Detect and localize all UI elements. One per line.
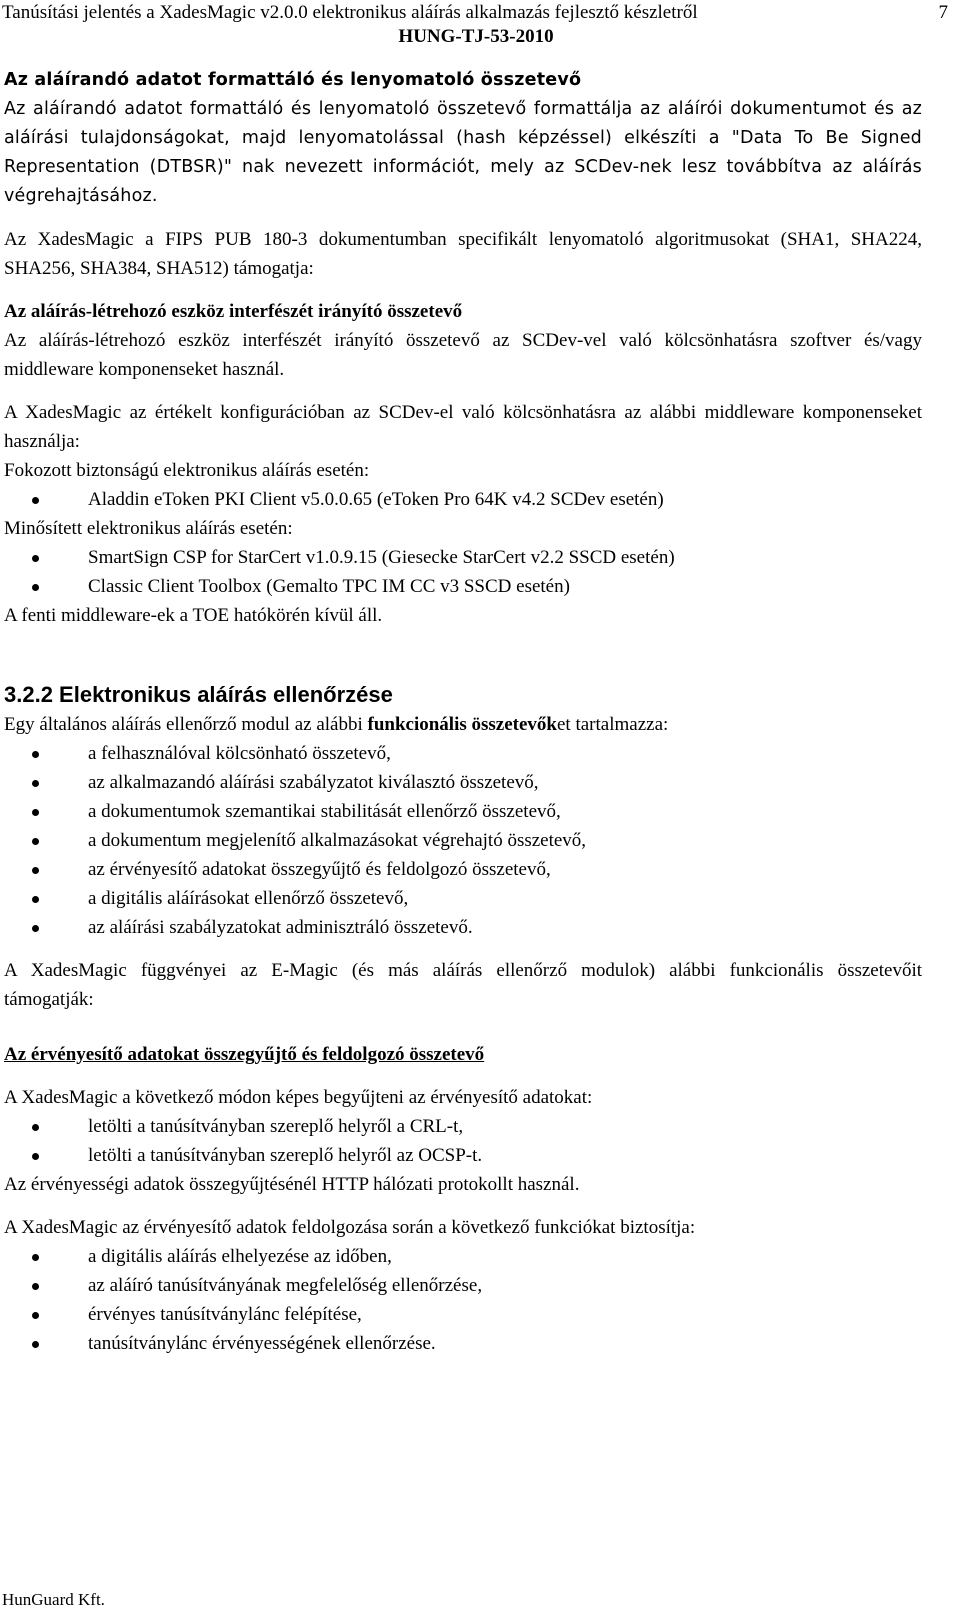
list-item: Aladdin eToken PKI Client v5.0.0.65 (eToken Pro 64K v4.2 SCDev esetén) <box>4 485 922 514</box>
section-heading-formatting: Az aláírandó adatot formattáló és lenyomatoló összetevő <box>4 70 582 90</box>
bullet-icon <box>32 896 39 903</box>
header-title: Tanúsítási jelentés a XadesMagic v2.0.0 elektronikus aláírás alkalmazás fejlesztő készletről <box>2 2 698 23</box>
list-item: a digitális aláírásokat ellenőrző összetevő, <box>4 884 922 913</box>
bullet-icon <box>32 1254 39 1261</box>
bullet-icon <box>32 584 39 591</box>
qualified-middleware-list <box>4 543 922 601</box>
bullet-icon <box>32 555 39 562</box>
collection-methods-list <box>4 1112 922 1170</box>
paragraph-processing-intro: A XadesMagic az érvényesítő adatok feldolgozása során a következő funkciókat biztosítja: <box>4 1217 696 1238</box>
list-item: a felhasználóval kölcsönható összetevő, <box>4 739 922 768</box>
section-heading-validation-data: Az érvényesítő adatokat összegyűjtő és feldolgozó összetevő <box>4 1044 485 1065</box>
section-device-interface <box>4 297 922 630</box>
list-item: a dokumentumok szemantikai stabilitását ellenőrző összetevő, <box>4 797 922 826</box>
document-code: HUNG-TJ-53-2010 <box>398 26 554 47</box>
list-item: Classic Client Toolbox (Gemalto TPC IM CC v3 SSCD esetén) <box>4 572 922 601</box>
processing-functions-list <box>4 1242 922 1358</box>
bullet-icon <box>32 1124 39 1131</box>
list-item: a digitális aláírás elhelyezése az időben, <box>4 1242 922 1271</box>
list-item: letölti a tanúsítványban szereplő helyről a CRL-t, <box>4 1112 922 1141</box>
bullet-icon <box>32 925 39 932</box>
paragraph-collect-intro: A XadesMagic a következő módon képes begyűjteni az érvényesítő adatokat: <box>4 1087 593 1108</box>
list-item: a dokumentum megjelenítő alkalmazásokat végrehajtó összetevő, <box>4 826 922 855</box>
page-number: 7 <box>938 2 948 23</box>
section-heading-device-interface: Az aláírás-létrehozó eszköz interfészét irányító összetevő <box>4 301 463 322</box>
list-item: SmartSign CSP for StarCert v1.0.9.15 (Giesecke StarCert v2.2 SSCD esetén) <box>4 543 922 572</box>
bullet-icon <box>32 1153 39 1160</box>
page-footer: HunGuard Kft. <box>2 1590 105 1609</box>
verification-components-list <box>4 739 922 942</box>
bullet-icon <box>32 1283 39 1290</box>
document-body <box>4 66 922 1358</box>
section-heading-3-2-2: 3.2.2 Elektronikus aláírás ellenőrzése <box>4 682 393 707</box>
section-signature-verification <box>4 680 922 1014</box>
bullet-icon <box>32 838 39 845</box>
bullet-icon <box>32 751 39 758</box>
paragraph-fips: Az XadesMagic a FIPS PUB 180-3 dokumentumban specifikált lenyomatoló algoritmusokat (SHA1, SHA224, SHA256, SHA384, SHA512) támogatja: <box>4 229 922 279</box>
label-advanced-signature: Fokozott biztonságú elektronikus aláírás esetén: <box>4 460 370 481</box>
bullet-icon <box>32 1341 39 1348</box>
list-item: az érvényesítő adatokat összegyűjtő és feldolgozó összetevő, <box>4 855 922 884</box>
section-validation-data <box>4 1040 922 1358</box>
paragraph-formatting: Az aláírandó adatot formattáló és lenyomatoló összetevő formattálja az aláírói dokumentumot és az aláírási tulajdonságokat, majd lenyomatolással (hash képzéssel) elkészíti a "Data To Be Signed Representation (DTBSR)" nak nevezett információt, mely az SCDev-nek lesz továbbítva az aláírás végrehajtásához. <box>4 99 922 206</box>
list-item: tanúsítványlánc érvényességének ellenőrzése. <box>4 1329 922 1358</box>
paragraph-device-interface: Az aláírás-létrehozó eszköz interfészét irányító összetevő az SCDev-vel való kölcsönhatásra szoftver és/vagy middleware komponenseket használ. <box>4 330 922 380</box>
list-item: az aláírási szabályzatokat adminisztráló összetevő. <box>4 913 922 942</box>
list-item: az alkalmazandó aláírási szabályzatot kiválasztó összetevő, <box>4 768 922 797</box>
paragraph-http: Az érvényességi adatok összegyűjtésénél HTTP hálózati protokollt használ. <box>4 1174 580 1195</box>
bullet-icon <box>32 1312 39 1319</box>
paragraph-outside-toe: A fenti middleware-ek a TOE hatókörén kívül áll. <box>4 605 383 626</box>
advanced-middleware-list <box>4 485 922 514</box>
bullet-icon <box>32 809 39 816</box>
list-item: az aláíró tanúsítványának megfelelőség ellenőrzése, <box>4 1271 922 1300</box>
bullet-icon <box>32 780 39 787</box>
bullet-icon <box>32 867 39 874</box>
list-item: letölti a tanúsítványban szereplő helyről az OCSP-t. <box>4 1141 922 1170</box>
paragraph-middleware: A XadesMagic az értékelt konfigurációban az SCDev-el való kölcsönhatásra az alábbi middleware komponenseket használja: <box>4 402 922 452</box>
paragraph-supported-components: A XadesMagic függvényei az E-Magic (és más aláírás ellenőrző modulok) alábbi funkcionális összetevőit támogatják: <box>4 960 922 1010</box>
paragraph-verification-intro: Egy általános aláírás ellenőrző modul az alábbi funkcionális összetevőket tartalmazza: <box>4 714 669 735</box>
section-formatting-hashing <box>4 66 922 283</box>
label-qualified-signature: Minősített elektronikus aláírás esetén: <box>4 518 293 539</box>
list-item: érvényes tanúsítványlánc felépítése, <box>4 1300 922 1329</box>
bullet-icon <box>32 497 39 504</box>
